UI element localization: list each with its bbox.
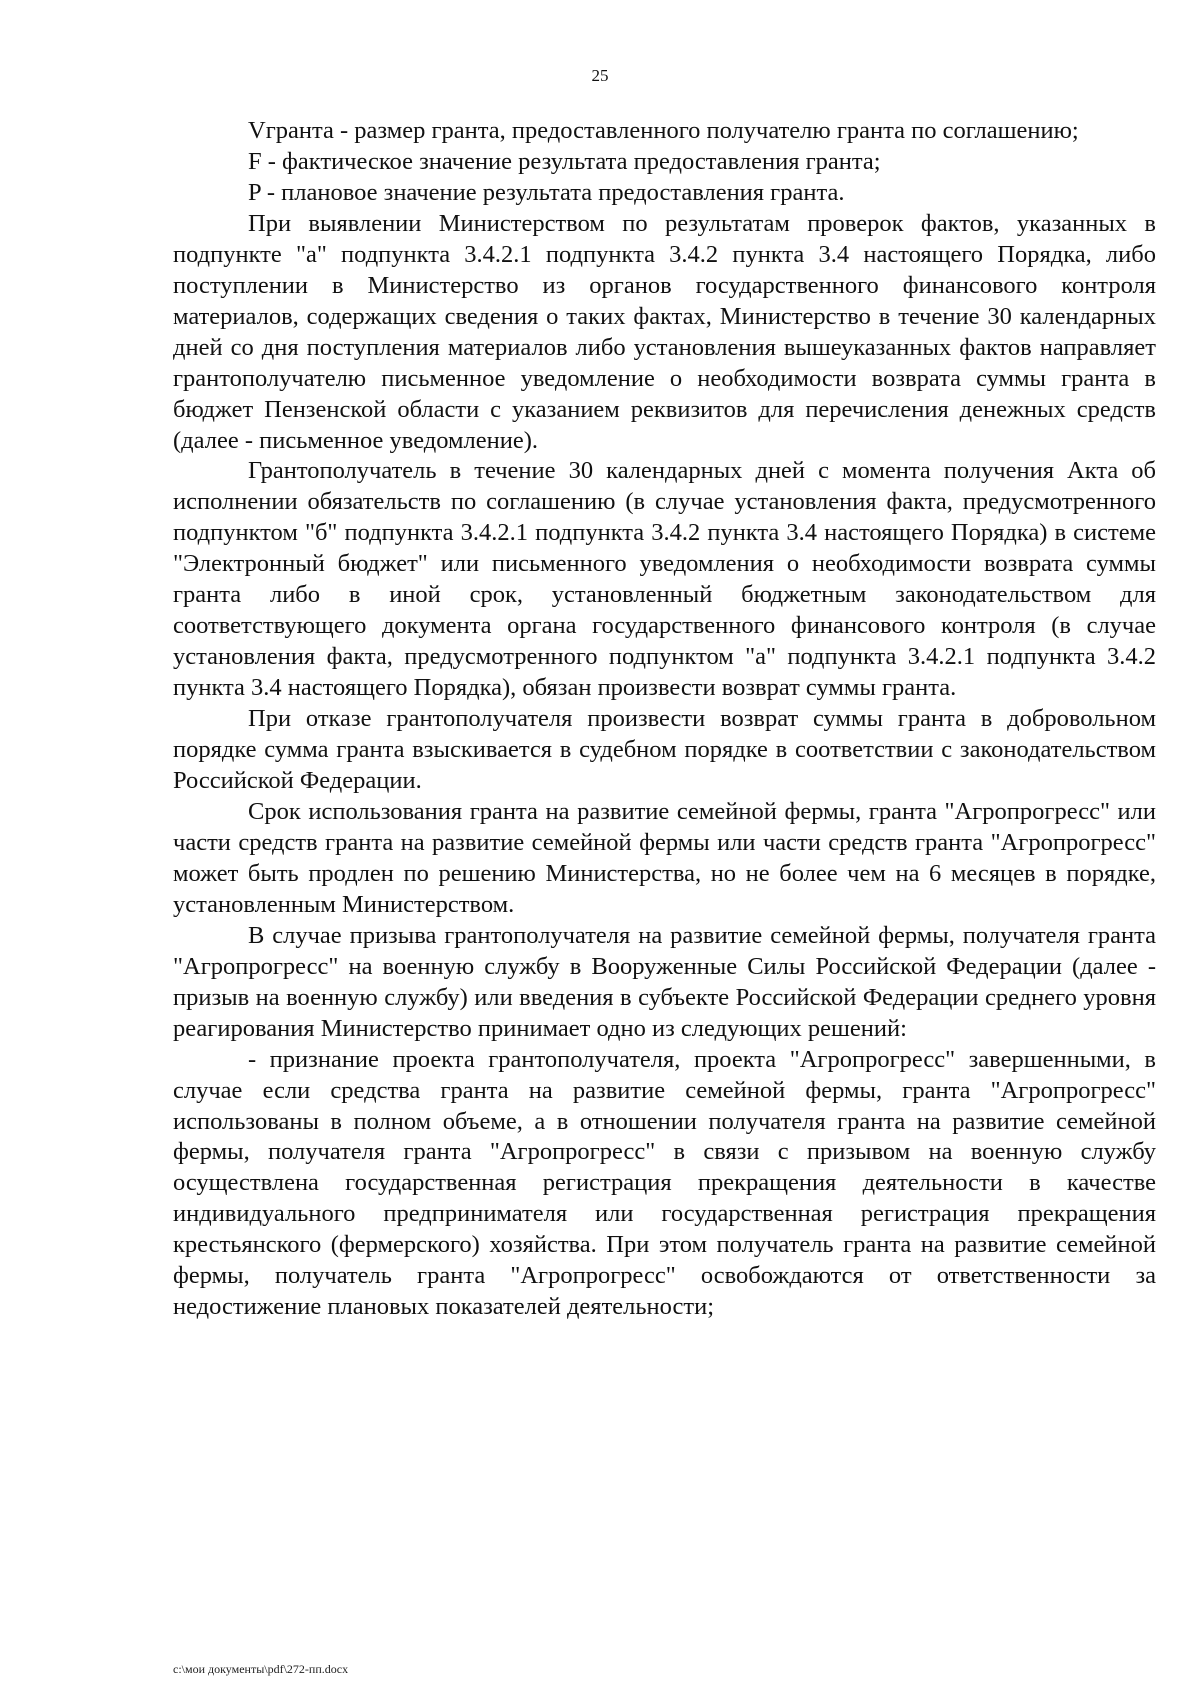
page-number: 25 <box>591 66 609 85</box>
paragraph: Грантополучатель в течение 30 календарных дней с момента получения Акта об исполнении обязательств по соглашению (в случае установления факта, предусмотренного подпунктом "б" подпункта 3.4.2.1 подпункта 3.4.2 пункта 3.4 настоящего Порядка) в системе "Электронный бюджет" или письменного уведомления о необходимости возврата суммы гранта либо в иной срок, установленный бюджетным законодательством для соответствующего документа органа государственного финансового контроля (в случае установления факта, предусмотренного подпунктом "а" подпункта 3.4.2.1 подпункта 3.4.2 пункта 3.4 настоящего Порядка), обязан произвести возврат суммы гранта. <box>173 457 1156 702</box>
paragraph: При отказе грантополучателя произвести возврат суммы гранта в добровольном порядке сумма гранта взыскивается в судебном порядке в соответствии с законодательством Российской Федерации. <box>173 705 1156 795</box>
paragraph: В случае призыва грантополучателя на развитие семейной фермы, получателя гранта "Агропрогресс" на военную службу в Вооруженные Силы Российской Федерации (далее - призыв на военную службу) или введения в субъекте Российской Федерации среднего уровня реагирования Министерство принимает одно из следующих решений: <box>173 921 1156 1042</box>
paragraph: - признание проекта грантополучателя, проекта "Агропрогресс" завершенными, в случае если средства гранта на развитие семейной фермы, гранта "Агропрогресс" использованы в полном объеме, а в отношении получателя гранта на развитие семейной фермы, получателя гранта "Агропрогресс" в связи с призывом на военную службу осуществлена государственная регистрация прекращения деятельности в качестве индивидуального предпринимателя или государственная регистрация прекращения крестьянского (фермерского) хозяйства. При этом получатель гранта на развитие семейной фермы, получатель гранта "Агропрогресс" освобождаются от ответственности за недостижение плановых показателей деятельности; <box>173 1045 1156 1321</box>
paragraph: Срок использования гранта на развитие семейной фермы, гранта "Агропрогресс" или части средств гранта на развитие семейной фермы или части средств гранта "Агропрогресс" может быть продлен по решению Министерства, но не более чем на 6 месяцев в порядке, установленным Министерством. <box>173 797 1156 918</box>
paragraph: F - фактическое значение результата предоставления гранта; <box>248 147 881 175</box>
footer-file-path: c:\мои документы\pdf\272-пп.docx <box>173 1662 349 1676</box>
paragraph: P - плановое значение результата предоставления гранта. <box>248 178 845 206</box>
document-body <box>173 116 1156 1323</box>
paragraph: Vгранта - размер гранта, предоставленного получателю гранта по соглашению; <box>248 117 1079 144</box>
paragraph: При выявлении Министерством по результатам проверок фактов, указанных в подпункте "а" подпункта 3.4.2.1 подпункта 3.4.2 пункта 3.4 настоящего Порядка, либо поступлении в Министерство из органов государственного финансового контроля материалов, содержащих сведения о таких фактах, Министерство в течение 30 календарных дней со дня поступления материалов либо установления вышеуказанных фактов направляет грантополучателю письменное уведомление о необходимости возврата суммы гранта в бюджет Пензенской области с указанием реквизитов для перечисления денежных средств (далее - письменное уведомление). <box>173 209 1156 454</box>
